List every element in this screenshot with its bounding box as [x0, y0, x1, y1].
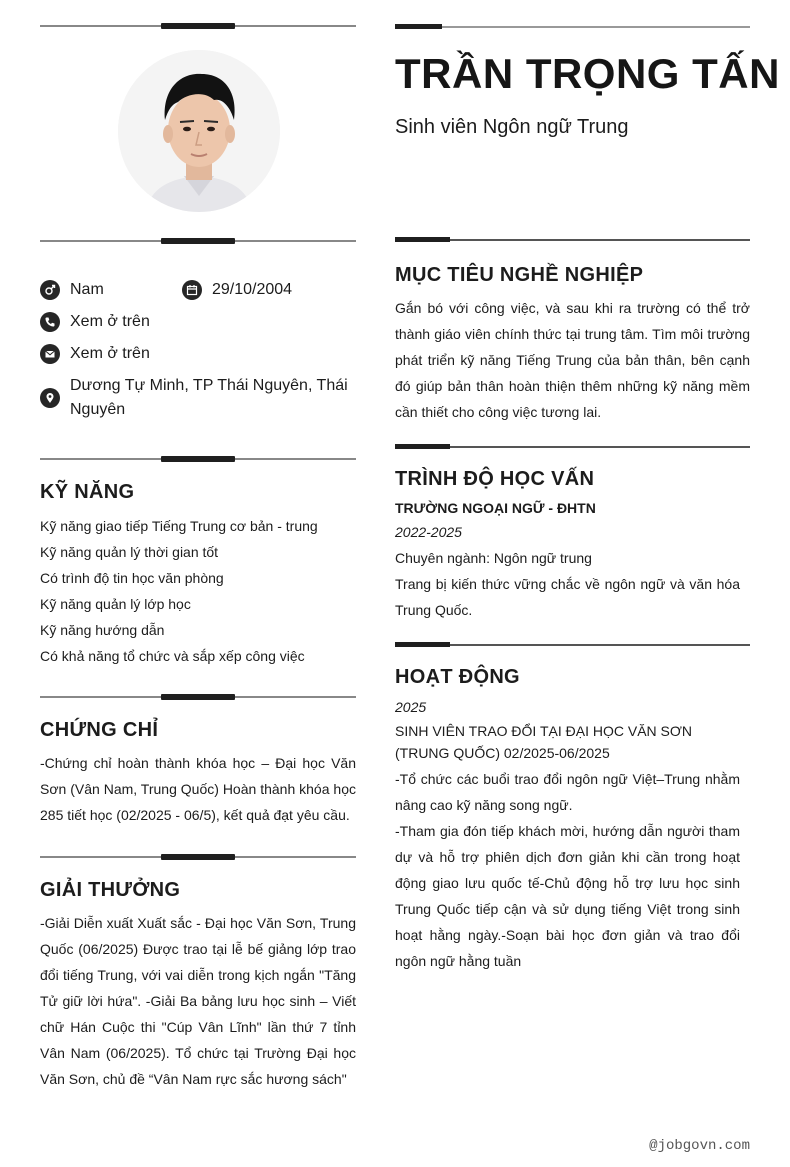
education-school: TRƯỜNG NGOẠI NGỮ - ĐHTN [395, 500, 596, 516]
location-pin-icon [40, 388, 60, 408]
avatar [118, 50, 280, 212]
contact-address [40, 374, 356, 422]
skills-list [40, 513, 356, 669]
activities-title: HOẠT ĐỘNG [395, 666, 520, 688]
skill-item: Kỹ năng quản lý thời gian tốt [40, 544, 219, 560]
awards-title: GIẢI THƯỞNG [40, 879, 181, 901]
birthdate-value: 29/10/2004 [212, 281, 293, 298]
email-icon [40, 344, 60, 364]
activities-role: SINH VIÊN TRAO ĐỔI TẠI ĐẠI HỌC VĂN SƠN (TRUNG QUỐC) 02/2025-06/2025 [395, 723, 692, 761]
education-major: Chuyên ngành: Ngôn ngữ trung [395, 550, 592, 566]
skill-item: Kỹ năng giao tiếp Tiếng Trung cơ bản - trung [40, 518, 318, 534]
divider-certificates [40, 696, 356, 698]
contact-gender [40, 278, 104, 302]
divider-under-avatar [40, 240, 356, 242]
divider-education [395, 446, 750, 448]
skill-item: Kỹ năng quản lý lớp học [40, 596, 191, 612]
awards-text: -Giải Diễn xuất Xuất sắc - Đại học Văn Sơn, Trung Quốc (06/2025) Được trao tại lễ bế giảng lớp trao đổi tiếng Trung, với vai diễn trong kịch ngắn "Tăng Tử giữ lời hứa". -Giải Ba bảng lưu học sinh – Viết chữ Hán Cuộc thi "Cúp Vân Lĩnh" lần thứ 7 tỉnh Vân Nam (06/2025). Tổ chức tại Trường Đại học Văn Sơn, chủ đề “Vân Nam rực sắc hương sách" [40, 915, 356, 1087]
objective-title: MỤC TIÊU NGHỀ NGHIỆP [395, 264, 644, 286]
education-period: 2022-2025 [395, 524, 462, 540]
divider-activities [395, 644, 750, 646]
gender-value: Nam [70, 281, 104, 298]
certificates-text: -Chứng chỉ hoàn thành khóa học – Đại học Văn Sơn (Vân Nam, Trung Quốc) Hoàn thành khóa học 285 tiết học (02/2025 - 06/5), kết quả đạt yêu cầu. [40, 755, 356, 823]
candidate-name: TRẦN TRỌNG TẤN [395, 50, 780, 97]
certificates-title: CHỨNG CHỈ [40, 719, 159, 741]
activities-item-1: -Tổ chức các buổi trao đổi ngôn ngữ Việt–Trung nhằm nâng cao kỹ năng song ngữ. [395, 771, 740, 813]
skill-item: Có trình độ tin học văn phòng [40, 570, 224, 586]
skills-title: KỸ NĂNG [40, 481, 135, 503]
activities-item-2: -Tham gia đón tiếp khách mời, hướng dẫn người tham dự và hỗ trợ phiên dịch đơn giản khi cần trong hoạt động giao lưu quốc tế-Chủ động hỗ trợ lưu học sinh Trung Quốc tiếp cận và sử dụng tiếng Việt trong sinh hoạt hằng ngày.-Soạn bài học đơn giản và trao đổi ngôn ngữ hằng tuần [395, 823, 740, 969]
skill-item: Có khả năng tổ chức và sắp xếp công việc [40, 648, 305, 664]
gender-icon [40, 280, 60, 300]
divider-top-left [40, 25, 356, 27]
activities-year: 2025 [395, 699, 427, 715]
divider-objective [395, 239, 750, 241]
watermark: @jobgovn.com [649, 1138, 750, 1154]
objective-text: Gắn bó với công việc, và sau khi ra trường có thể trở thành giáo viên chính thức tại trung tâm. Tìm môi trường phát triển kỹ năng Tiếng Trung của bản thân, bên cạnh đó giúp bản thân hoàn thiện thêm những kỹ năng mềm cần thiết cho công việc tương lai. [395, 300, 750, 420]
education-description: Trang bị kiến thức vững chắc về ngôn ngữ và văn hóa Trung Quốc. [395, 576, 740, 618]
divider-skills [40, 458, 356, 460]
candidate-subtitle: Sinh viên Ngôn ngữ Trung [395, 116, 629, 138]
divider-awards [40, 856, 356, 858]
contact-birthdate [182, 278, 292, 302]
calendar-icon [182, 280, 202, 300]
skill-item: Kỹ năng hướng dẫn [40, 622, 165, 638]
phone-icon [40, 312, 60, 332]
email-value: Xem ở trên [70, 345, 150, 362]
phone-value: Xem ở trên [70, 313, 150, 330]
education-title: TRÌNH ĐỘ HỌC VẤN [395, 468, 595, 490]
contact-phone [40, 310, 150, 334]
contact-email [40, 342, 150, 366]
divider-top-right [395, 26, 750, 28]
address-value: Dương Tự Minh, TP Thái Nguyên, Thái Nguyên [70, 377, 348, 418]
